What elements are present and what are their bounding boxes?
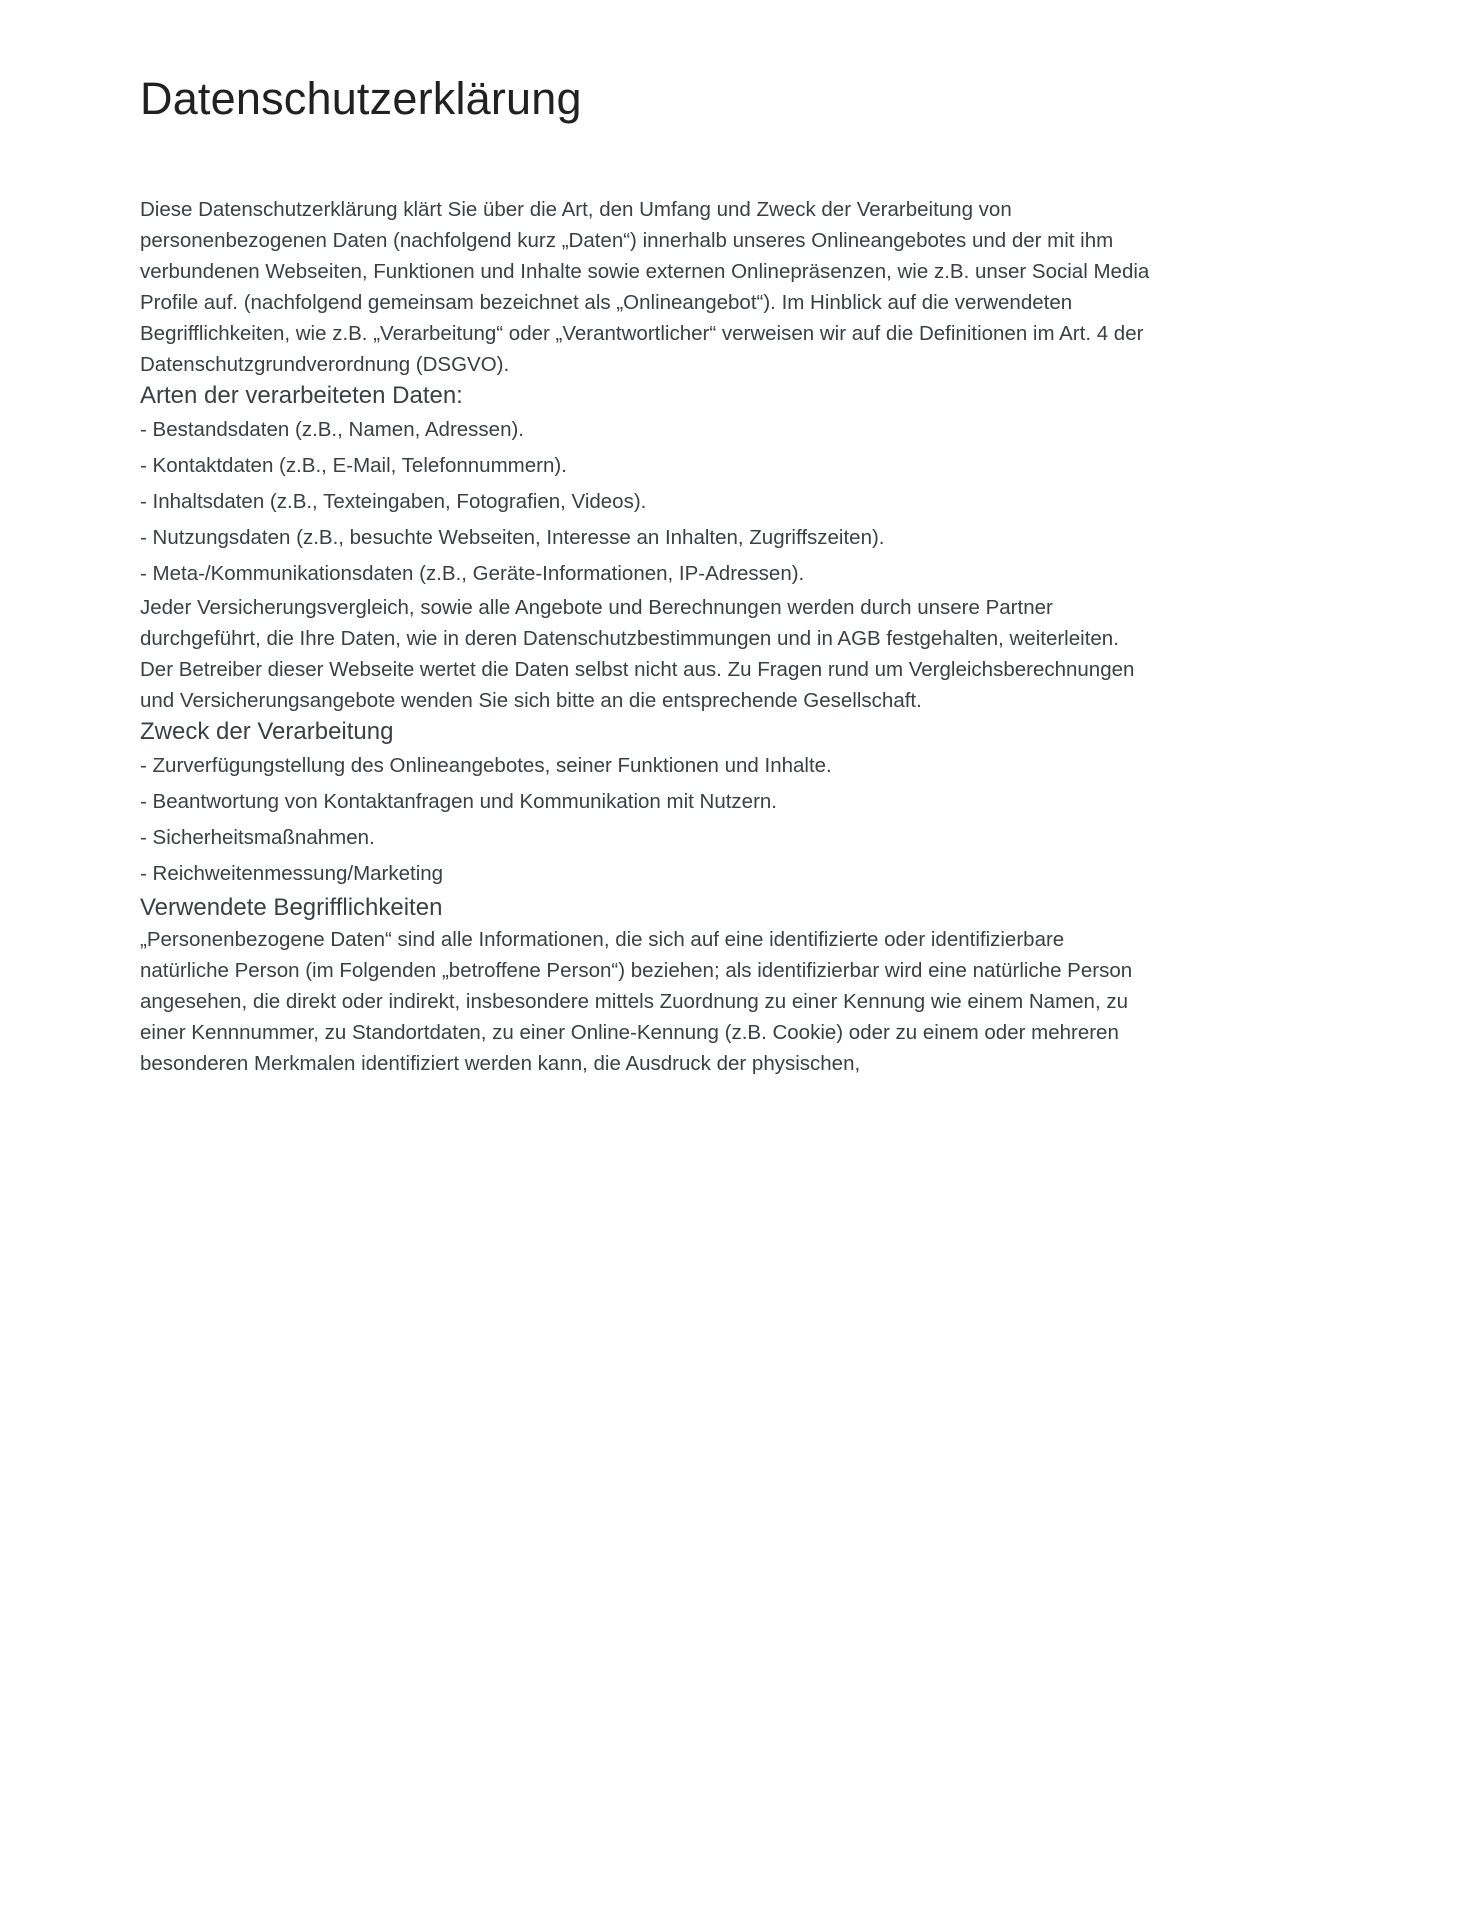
page-title: Datenschutzerklärung: [140, 73, 582, 124]
list-item: - Sicherheitsmaßnahmen.: [140, 826, 375, 849]
list-item: - Beantwortung von Kontaktanfragen und Kommunikation mit Nutzern.: [140, 790, 777, 813]
list-item: - Meta-/Kommunikationsdaten (z.B., Geräte-Informationen, IP-Adressen).: [140, 562, 805, 585]
list-item: - Reichweitenmessung/Marketing: [140, 862, 444, 885]
list-item: - Nutzungsdaten (z.B., besuchte Webseiten, Interesse an Inhalten, Zugriffszeiten).: [140, 526, 885, 549]
insurance-comparison-paragraph: Jeder Versicherungsvergleich, sowie alle Angebote und Berechnungen werden durch unsere Partner durchgeführt, die Ihre Daten, wie in deren Datenschutzbestimmungen und in AGB festgehalten, weiterleiten. Der Betreiber dieser Webseite wertet die Daten selbst nicht aus. Zu Fragen rund um Vergleichsberechnungen und Versicherungsangebote wenden Sie sich bitte an die entsprechende Gesellschaft.: [140, 596, 1135, 712]
data-types-list: [140, 412, 1150, 592]
document-content: [0, 0, 1160, 1079]
section-heading-arten-der-verarbeiteten-daten: Arten der verarbeiteten Daten:: [140, 382, 463, 409]
list-item: - Inhaltsdaten (z.B., Texteingaben, Fotografien, Videos).: [140, 490, 647, 513]
section-heading-zweck-der-verarbeitung: Zweck der Verarbeitung: [140, 718, 394, 745]
list-item: - Kontaktdaten (z.B., E-Mail, Telefonnummern).: [140, 454, 567, 477]
list-item: - Bestandsdaten (z.B., Namen, Adressen).: [140, 418, 524, 441]
intro-paragraph: Diese Datenschutzerklärung klärt Sie über die Art, den Umfang und Zweck der Verarbeitung von personenbezogenen Daten (nachfolgend kurz „Daten“) innerhalb unseres Onlineangebotes und der mit ihm verbundenen Webseiten, Funktionen und Inhalte sowie externen Onlinepräsenzen, wie z.B. unser Social Media Profile auf. (nachfolgend gemeinsam bezeichnet als „Onlineangebot“). Im Hinblick auf die verwendeten Begrifflichkeiten, wie z.B. „Verarbeitung“ oder „Verantwortlicher“ verweisen wir auf die Definitionen im Art. 4 der Datenschutzgrundverordnung (DSGVO).: [140, 198, 1150, 376]
document-body: [140, 194, 1150, 1079]
processing-purposes-list: [140, 748, 1150, 892]
list-item: - Zurverfügungstellung des Onlineangebotes, seiner Funktionen und Inhalte.: [140, 754, 832, 777]
section-heading-verwendete-begrifflichkeiten: Verwendete Begrifflichkeiten: [140, 894, 443, 921]
terminology-paragraph: „Personenbezogene Daten“ sind alle Informationen, die sich auf eine identifizierte oder identifizierbare natürliche Person (im Folgenden „betroffene Person“) beziehen; als identifizierbar wird eine natürliche Person angesehen, die direkt oder indirekt, insbesondere mittels Zuordnung zu einer Kennung wie einem Namen, zu einer Kennnummer, zu Standortdaten, zu einer Online-Kennung (z.B. Cookie) oder zu einem oder mehreren besonderen Merkmalen identifiziert werden kann, die Ausdruck der physischen,: [140, 928, 1133, 1075]
